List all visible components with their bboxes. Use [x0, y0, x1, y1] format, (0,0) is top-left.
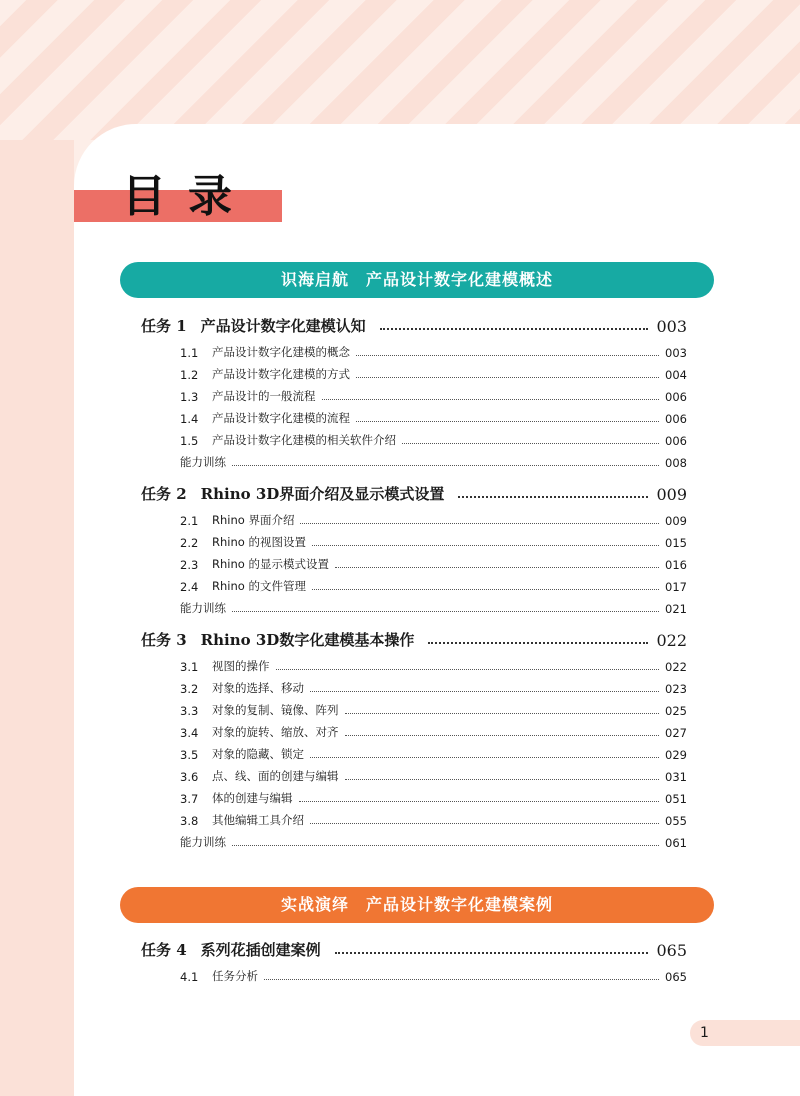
toc-item[interactable]: [180, 406, 687, 426]
item-number: 3.5: [180, 748, 199, 762]
task-label: 任务 4: [141, 941, 187, 959]
left-margin-band: [0, 140, 74, 1096]
leader-dots: [402, 443, 659, 444]
task-title: Rhino 3D数字化建模基本操作: [200, 631, 415, 649]
leader-dots: [312, 589, 659, 590]
item-number: 1.4: [180, 412, 199, 426]
item-page: 016: [665, 558, 687, 572]
leader-dots: [310, 757, 659, 758]
item-page: 006: [665, 390, 687, 404]
item-title: 视图的操作: [212, 659, 270, 673]
leader-dots: [312, 545, 659, 546]
leader-dots: [335, 952, 649, 954]
header-stripes: [0, 0, 800, 140]
item-number: 1.5: [180, 434, 199, 448]
item-page: 006: [665, 434, 687, 448]
item-number: 2.2: [180, 536, 199, 550]
task-page: 009: [656, 485, 687, 504]
leader-dots: [356, 355, 659, 356]
page-number: 1: [690, 1020, 800, 1046]
leader-dots: [310, 691, 659, 692]
item-page: 008: [665, 456, 687, 470]
part2-banner: 实战演绎 产品设计数字化建模案例: [120, 887, 714, 923]
leader-dots: [310, 823, 659, 824]
toc-item[interactable]: [180, 384, 687, 404]
item-page: 051: [665, 792, 687, 806]
toc-item[interactable]: [180, 428, 687, 448]
toc-item[interactable]: [180, 808, 687, 828]
item-number: 3.6: [180, 770, 199, 784]
toc-task-1[interactable]: [141, 310, 687, 336]
toc-item-exercise[interactable]: [180, 596, 687, 616]
toc-heading: [74, 160, 284, 224]
toc-item-exercise[interactable]: [180, 450, 687, 470]
item-page: 009: [665, 514, 687, 528]
leader-dots: [276, 669, 660, 670]
item-title: Rhino 界面介绍: [212, 513, 295, 527]
toc-item[interactable]: [180, 720, 687, 740]
leader-dots: [345, 713, 660, 714]
item-number: 1.3: [180, 390, 199, 404]
leader-dots: [380, 328, 649, 330]
item-number: 3.1: [180, 660, 199, 674]
task-label: 任务 3: [141, 631, 187, 649]
toc-task-3[interactable]: [141, 624, 687, 650]
item-title: 产品设计数字化建模的流程: [212, 411, 350, 425]
item-page: 017: [665, 580, 687, 594]
part1-banner: 识海启航 产品设计数字化建模概述: [120, 262, 714, 298]
item-number: 3.4: [180, 726, 199, 740]
task-title: 产品设计数字化建模认知: [200, 317, 366, 335]
task-page: 065: [656, 941, 687, 960]
toc-item[interactable]: [180, 654, 687, 674]
item-page: 023: [665, 682, 687, 696]
leader-dots: [356, 421, 659, 422]
item-number: 2.1: [180, 514, 199, 528]
item-title: Rhino 的文件管理: [212, 579, 306, 593]
item-title: 体的创建与编辑: [212, 791, 293, 805]
item-page: 055: [665, 814, 687, 828]
item-number: 1.2: [180, 368, 199, 382]
leader-dots: [428, 642, 648, 644]
item-title: 产品设计数字化建模的方式: [212, 367, 350, 381]
item-number: 3.8: [180, 814, 199, 828]
item-page: 006: [665, 412, 687, 426]
item-title: 对象的旋转、缩放、对齐: [212, 725, 339, 739]
toc-item[interactable]: [180, 698, 687, 718]
item-number: 4.1: [180, 970, 199, 984]
item-page: 003: [665, 346, 687, 360]
leader-dots: [300, 523, 659, 524]
toc-item[interactable]: [180, 574, 687, 594]
leader-dots: [232, 465, 659, 466]
item-page: 031: [665, 770, 687, 784]
toc-item[interactable]: [180, 340, 687, 360]
item-page: 004: [665, 368, 687, 382]
toc-item[interactable]: [180, 786, 687, 806]
leader-dots: [345, 779, 660, 780]
item-number: 1.1: [180, 346, 199, 360]
leader-dots: [335, 567, 659, 568]
toc-item[interactable]: [180, 552, 687, 572]
leader-dots: [232, 611, 659, 612]
item-title: 对象的复制、镜像、阵列: [212, 703, 339, 717]
item-number: 3.7: [180, 792, 199, 806]
task-title: Rhino 3D界面介绍及显示模式设置: [200, 485, 445, 503]
item-title: 其他编辑工具介绍: [212, 813, 304, 827]
item-page: 021: [665, 602, 687, 616]
item-number: 2.4: [180, 580, 199, 594]
leader-dots: [299, 801, 660, 802]
item-page: 022: [665, 660, 687, 674]
item-page: 027: [665, 726, 687, 740]
leader-dots: [345, 735, 660, 736]
item-title: 产品设计的一般流程: [212, 389, 316, 403]
toc-item[interactable]: [180, 742, 687, 762]
leader-dots: [232, 845, 659, 846]
item-page: 015: [665, 536, 687, 550]
item-number: 2.3: [180, 558, 199, 572]
item-title: 能力训练: [180, 455, 226, 469]
item-title: 能力训练: [180, 601, 226, 615]
item-title: 产品设计数字化建模的相关软件介绍: [212, 433, 396, 447]
item-page: 061: [665, 836, 687, 850]
leader-dots: [356, 377, 659, 378]
task-page: 022: [656, 631, 687, 650]
toc-item-exercise[interactable]: [180, 830, 687, 850]
toc-item[interactable]: [180, 508, 687, 528]
item-title: 对象的选择、移动: [212, 681, 304, 695]
item-number: 3.3: [180, 704, 199, 718]
item-title: 能力训练: [180, 835, 226, 849]
item-title: 任务分析: [212, 969, 258, 983]
item-title: 对象的隐藏、锁定: [212, 747, 304, 761]
item-page: 065: [665, 970, 687, 984]
item-page: 029: [665, 748, 687, 762]
toc-task-2[interactable]: [141, 478, 687, 504]
toc-item[interactable]: [180, 764, 687, 784]
leader-dots: [458, 496, 648, 498]
toc-item[interactable]: [180, 676, 687, 696]
toc-item[interactable]: [180, 362, 687, 382]
item-title: Rhino 的视图设置: [212, 535, 306, 549]
task-title: 系列花插创建案例: [200, 941, 321, 959]
item-title: 产品设计数字化建模的概念: [212, 345, 350, 359]
task-label: 任务 1: [141, 317, 187, 335]
item-title: 点、线、面的创建与编辑: [212, 769, 339, 783]
item-title: Rhino 的显示模式设置: [212, 557, 329, 571]
item-number: 3.2: [180, 682, 199, 696]
leader-dots: [322, 399, 660, 400]
toc-item[interactable]: [180, 530, 687, 550]
toc-item[interactable]: [180, 964, 687, 984]
page-title: 目录: [122, 171, 254, 222]
leader-dots: [264, 979, 659, 980]
toc-task-4[interactable]: [141, 934, 687, 960]
task-label: 任务 2: [141, 485, 187, 503]
item-page: 025: [665, 704, 687, 718]
task-page: 003: [656, 317, 687, 336]
